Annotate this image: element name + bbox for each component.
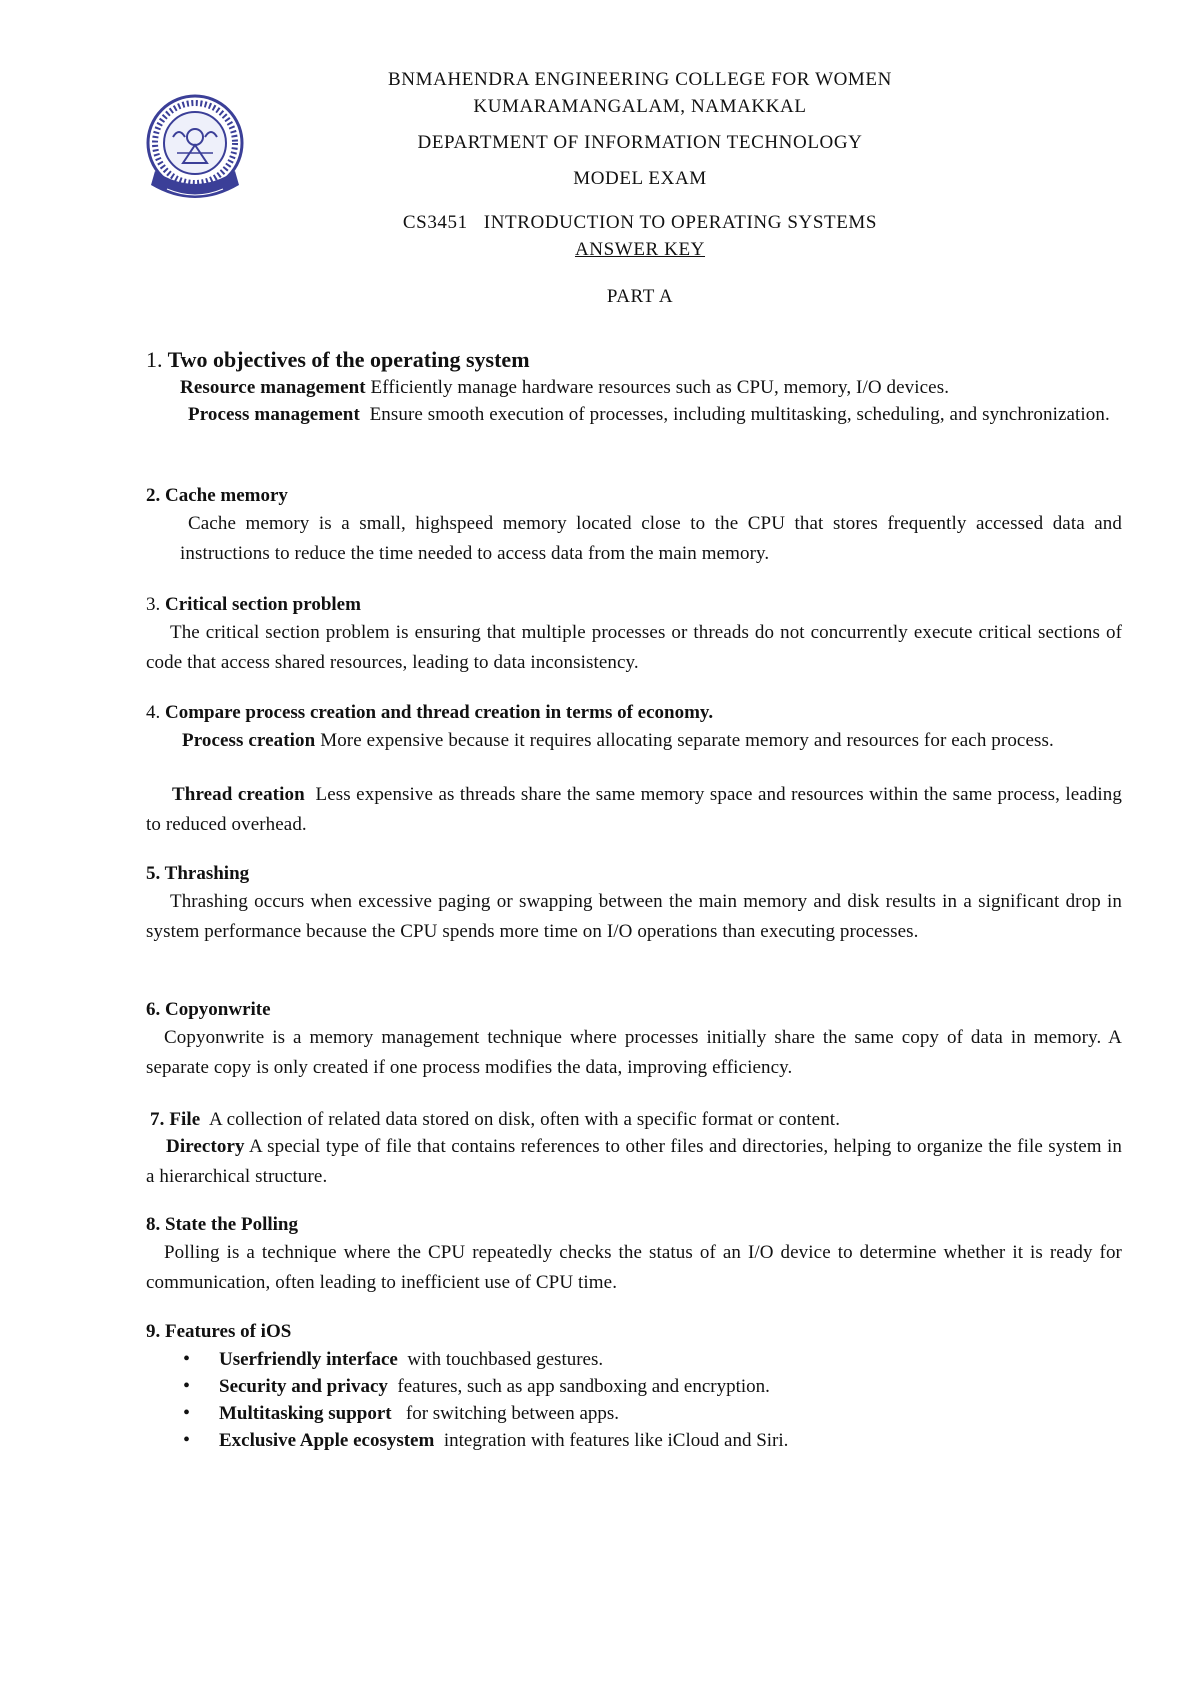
term: Exclusive Apple ecosystem: [219, 1430, 435, 1451]
question-number: 7.: [150, 1109, 165, 1130]
term: Userfriendly interface: [219, 1349, 398, 1370]
college-logo: [143, 93, 247, 205]
definition: More expensive because it requires allocating separate memory and resources for each process.: [315, 730, 1054, 751]
term: Thread creation: [172, 784, 305, 805]
bullet-icon: •: [183, 1402, 191, 1424]
answer-key-heading: ANSWER KEY: [574, 239, 706, 260]
ios-feature-item: [183, 1426, 788, 1456]
bullet-icon: •: [183, 1429, 191, 1451]
department-name: DEPARTMENT OF INFORMATION TECHNOLOGY: [417, 132, 863, 153]
question-number: 1.: [146, 347, 163, 372]
answer-5-text: Thrashing occurs when excessive paging or swapping between the main memory and disk results in a significant drop in system performance because the CPU spends more time on I/O operations than executing processes.: [146, 891, 1122, 942]
answer-4-point-a: [146, 726, 1122, 756]
definition: with touchbased gestures.: [397, 1349, 604, 1370]
question-title: Two objectives of the operating system: [167, 347, 530, 372]
question-title: Compare process creation and thread creation in terms of economy.: [165, 702, 714, 723]
question-5-title: [146, 862, 1146, 886]
answer-1-point-a: [180, 373, 1122, 403]
definition: A special type of file that contains references to other files and directories, helping to organize the file system in a hierarchical structure.: [146, 1136, 1122, 1187]
definition: features, such as app sandboxing and encryption.: [387, 1376, 770, 1397]
answer-1-point-b: [180, 400, 1122, 430]
definition: Efficiently manage hardware resources such as CPU, memory, I/O devices.: [365, 377, 950, 398]
question-3-title: [146, 593, 1146, 617]
bullet-icon: •: [183, 1375, 191, 1397]
exam-title: MODEL EXAM: [573, 168, 707, 189]
answer-4-point-b: [146, 780, 1127, 839]
question-1-title: [146, 348, 1146, 372]
question-number: 3.: [146, 594, 161, 615]
question-number: 8.: [146, 1214, 161, 1235]
course-title: CS3451 INTRODUCTION TO OPERATING SYSTEMS: [402, 212, 878, 233]
term: Resource management: [180, 377, 366, 398]
question-title: Critical section problem: [165, 594, 361, 615]
question-title: Copyonwrite: [165, 999, 271, 1020]
college-location: KUMARAMANGALAM, NAMAKKAL: [473, 96, 807, 117]
question-number: 6.: [146, 999, 161, 1020]
ios-feature-item: [183, 1345, 603, 1375]
part-heading: PART A: [606, 286, 674, 307]
definition: integration with features like iCloud and Siri.: [434, 1430, 789, 1451]
term: Process management: [188, 404, 360, 425]
question-number: 2.: [146, 485, 161, 506]
question-number: 4.: [146, 702, 161, 723]
definition: for switching between apps.: [391, 1403, 620, 1424]
question-2-title: [146, 484, 1146, 508]
ios-feature-item: [183, 1399, 619, 1429]
term: Multitasking support: [219, 1403, 392, 1424]
question-title: Cache memory: [165, 485, 288, 506]
term: Directory: [166, 1136, 245, 1157]
definition: Less expensive as threads share the same memory space and resources within the same process, leading to reduced overhead.: [146, 784, 1127, 835]
bullet-icon: •: [183, 1348, 191, 1370]
question-4-title: [146, 701, 1146, 725]
question-8-title: [146, 1213, 1146, 1237]
question-title: Features of iOS: [165, 1321, 292, 1342]
answer-7-point-b: [146, 1132, 1122, 1191]
answer-6-text: Copyonwrite is a memory management technique where processes initially share the same copy of data in memory. A separate copy is only created if one process modifies the data, improving efficiency.: [146, 1027, 1122, 1078]
question-number: 9.: [146, 1321, 161, 1342]
question-title: State the Polling: [165, 1214, 298, 1235]
answer-2-text: Cache memory is a small, highspeed memory located close to the CPU that stores frequently accessed data and instructions to reduce the time needed to access data from the main memory.: [180, 513, 1122, 564]
question-number: 5.: [146, 863, 161, 884]
question-title: Thrashing: [164, 863, 250, 884]
question-6-title: [146, 998, 1146, 1022]
term: File: [169, 1109, 201, 1130]
definition: Ensure smooth execution of processes, including multitasking, scheduling, and synchronization.: [359, 404, 1110, 425]
definition: A collection of related data stored on disk, often with a specific format or content.: [200, 1109, 841, 1130]
question-9-title: [146, 1320, 1146, 1344]
answer-3-text: The critical section problem is ensuring that multiple processes or threads do not concurrently execute critical sections of code that access shared resources, leading to data inconsistency.: [146, 622, 1122, 673]
term: Process creation: [182, 730, 316, 751]
answer-7-point-a: [146, 1105, 1122, 1135]
college-name: BNMAHENDRA ENGINEERING COLLEGE FOR WOMEN: [388, 69, 892, 90]
answer-8-text: Polling is a technique where the CPU repeatedly checks the status of an I/O device to determine whether it is ready for communication, often leading to inefficient use of CPU time.: [146, 1242, 1122, 1293]
ios-feature-item: [183, 1372, 770, 1402]
term: Security and privacy: [219, 1376, 388, 1397]
